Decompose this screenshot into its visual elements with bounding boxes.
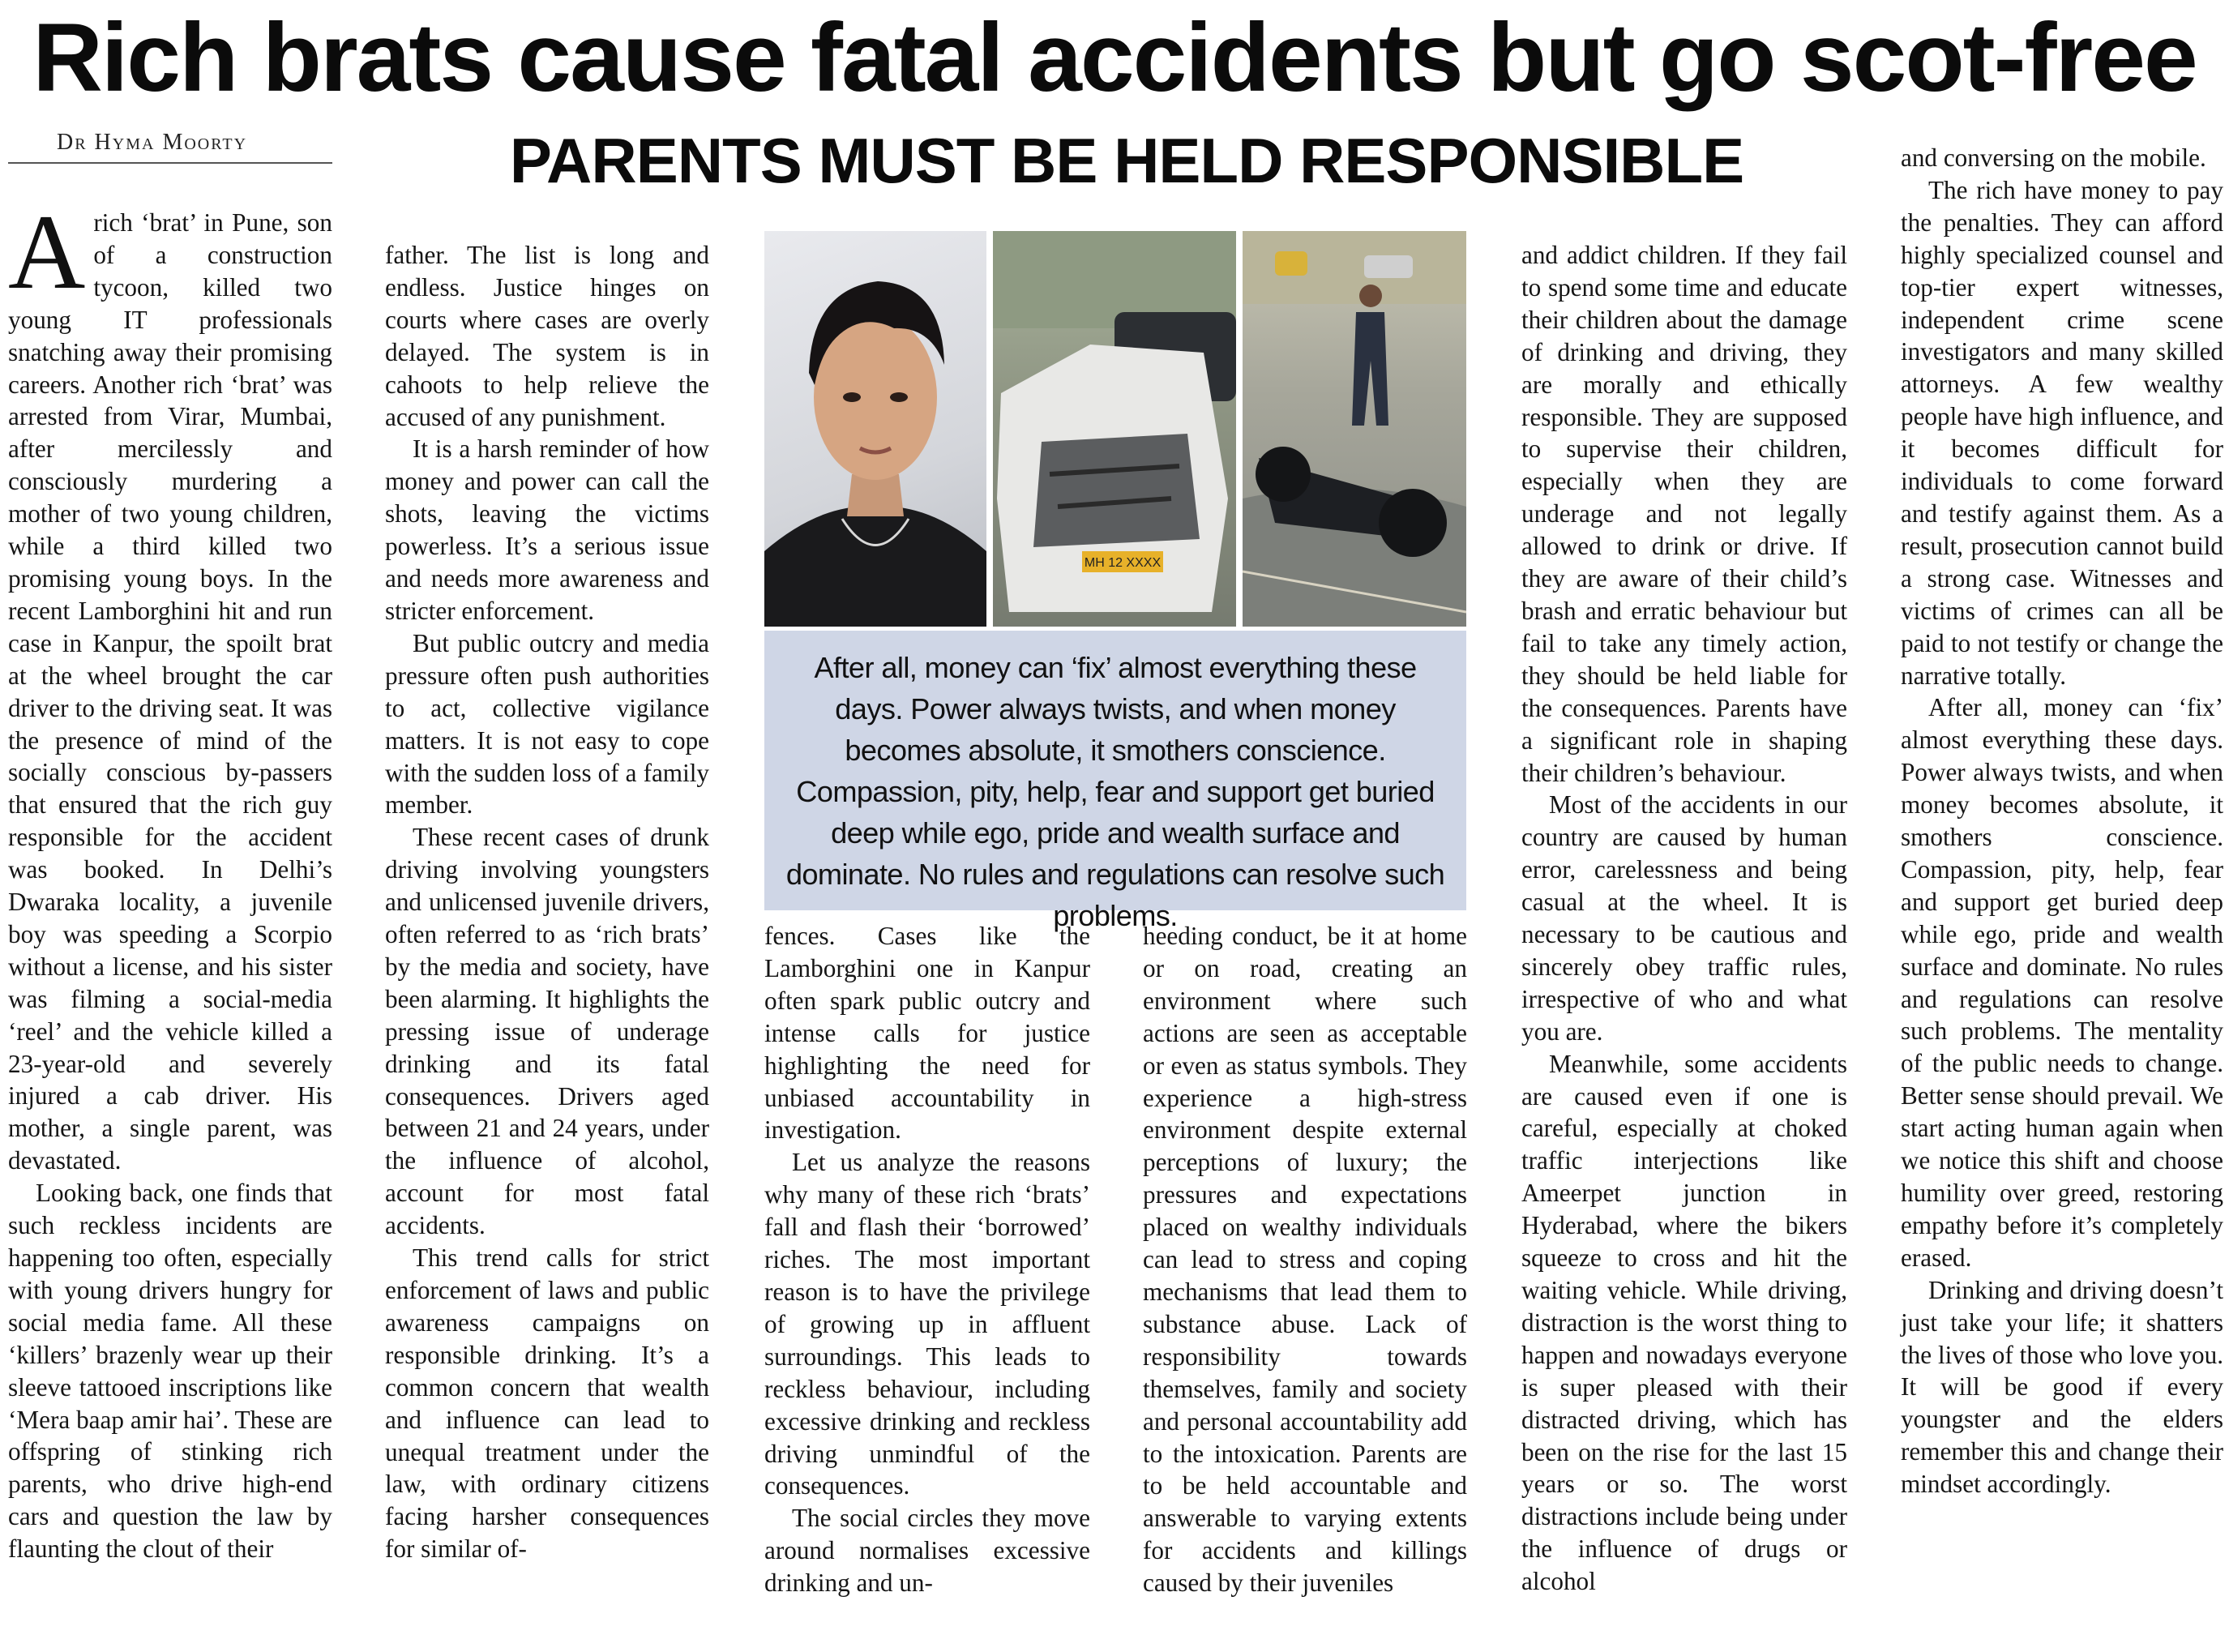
paragraph: The social circles they move around normalises excessive drinking and un- <box>764 1504 1090 1598</box>
paragraph: But public outcry and media pressure often push authorities to act, collective vigilance matters. It is not easy to cope with the sudden loss of a family member. <box>385 628 709 820</box>
paragraph: and conversing on the mobile. <box>1901 143 2206 172</box>
column-2 <box>385 239 709 1565</box>
headline: Rich brats cause fatal accidents but go scot-free <box>32 3 2197 112</box>
paragraph: Meanwhile, some accidents are caused even if one is careful, especially at choked traffic interjections like Ameerpet junction in Hyderabad, where the bikers squeeze to cross and hit the waiting vehicle. While driving, distraction is the worst thing to happen and nowadays everyone is super pleased with their distracted driving, which has been on the rise for the last 15 years or so. The worst distractions include being under the influence of drugs or alcohol <box>1521 1049 1847 1596</box>
paragraph: fences. Cases like the Lamborghini one in Kanpur often spark public outcry and intense calls for justice highlighting the need for unbiased accountability in investigation. <box>764 922 1090 1145</box>
paragraph: Let us analyze the reasons why many of these rich ‘brats’ fall and flash their ‘borrowed’ riches. The most important reason is to have the privilege of growing up in affluent surroundings. This leads to reckless behaviour, including excessive drinking and reckless driving unmindful of the consequences. <box>764 1148 1090 1500</box>
paragraph: heeding conduct, be it at home or on road, creating an environment where such actions are seen as acceptable or even as status symbols. They experience a high-stress environment despite external perceptions of luxury; the pressures and expectations placed on wealthy individuals can lead to stress and coping mechanisms that lead them to substance abuse. Lack of responsibility towards themselves, family and society and personal accountability add to the intoxication. Parents are to be held accountable and answerable to varying extents for accidents and killings caused by their juveniles <box>1143 922 1467 1598</box>
byline: Dr Hyma Moorty <box>8 130 332 164</box>
paragraph: After all, money can ‘fix’ almost everything these days. Power always twists, and when money becomes absolute, it smothers conscience. Compassion, pity, help, fear and support get buried deep while ego, pride and wealth surface and dominate. No rules and regulations can resolve such problems. The mentality of the public needs to change. Better sense should prevail. We start acting human again when we notice this shift and choose humility over greed, restoring empathy before it’s completely erased. <box>1901 693 2223 1272</box>
paragraph: The rich have money to pay the penalties. They can afford highly specialized counsel and top-tier expert witnesses, independent crime scene investigators and many skilled attorneys. A few wealthy people have high influence, and it becomes difficult for individuals to come forward and testify against them. As a result, prosecution cannot build a strong case. Witnesses and victims of crimes can all be paid to not testify or change the narrative totally. <box>1901 175 2223 690</box>
accident-photo-collage <box>764 231 1466 627</box>
paragraph: and addict children. If they fail to spend some time and educate their children about the damage of drinking and driving, they are morally and ethically responsible. They are supposed to supervise their children, especially when they are underage and not legally allowed to drink or drive. If they are aware of their child’s brash and erratic behaviour but fail to take any timely action, they should be held liable for the consequences. Parents have a significant role in shaping their children’s behaviour. <box>1521 241 1847 787</box>
paragraph: Drinking and driving doesn’t just take your life; it shatters the lives of those who love you. It will be good if every youngster and the elders remember this and change their mindset accordingly. <box>1901 1275 2223 1499</box>
motorbike-illustration <box>1243 231 1466 627</box>
paragraph: It is a harsh reminder of how money and power can call the shots, leaving the victims powerless. It’s a serious issue and needs more awareness and stricter enforcement. <box>385 434 709 625</box>
column-6 <box>1901 142 2223 1500</box>
column-4 <box>1143 920 1467 1599</box>
paragraph: Looking back, one finds that such reckless incidents are happening too often, especially with young drivers hungry for social media fame. All these ‘killers’ brazenly wear up their sleeve tattooed inscriptions like ‘Mera baap amir hai’. These are offspring of stinking rich parents, who drive high-end cars and question the law by flaunting the clout of their <box>8 1179 332 1564</box>
paragraph: These recent cases of drunk driving involving youngsters and unlicensed juvenile drivers, often referred to as ‘rich brats’ by the media and society, have been alarming. It highlights the pressing issue of underage drinking and its fatal consequences. Drivers aged between 21 and 24 years, under the influence of alcohol, account for most fatal accidents. <box>385 823 709 1240</box>
drop-cap: A <box>8 192 86 311</box>
portrait-photo <box>764 231 986 627</box>
column-5 <box>1521 239 1847 1598</box>
fallen-motorbike-photo <box>1243 231 1466 627</box>
subhead: PARENTS MUST BE HELD RESPONSIBLE <box>509 125 1744 196</box>
portrait-illustration <box>764 231 986 627</box>
number-plate: MH 12 XXXX <box>1084 556 1162 570</box>
wrecked-car-illustration <box>993 231 1236 627</box>
paragraph: father. The list is long and endless. Justice hinges on courts where cases are overly delayed. The system is in cahoots to help relieve the accused of any punishment. <box>385 241 709 431</box>
paragraph: This trend calls for strict enforcement of laws and public awareness campaigns on responsible drinking. It’s a common concern that wealth and influence can lead to unequal treatment under the law, with ordinary citizens facing harsher consequences for similar of- <box>385 1243 709 1564</box>
column-1 <box>8 192 332 1565</box>
pull-quote: After all, money can ‘fix’ almost everything these days. Power always twists, and when money becomes absolute, it smothers conscience. Compassion, pity, help, fear and support get buried deep while ego, pride and wealth surface and dominate. No rules and regulations can resolve such problems. <box>764 631 1466 910</box>
column-3 <box>764 920 1090 1599</box>
paragraph: Arich ‘brat’ in Pune, son of a construction tycoon, killed two young IT professionals snatching away their promising careers. Another rich ‘brat’ was arrested from Virar, Mumbai, after mercilessly and consciously murdering a mother of two young children, while a third killed two promising young boys. In the recent Lamborghini hit and run case in Kanpur, the spoilt brat at the wheel brought the car driver to the driving seat. It was the presence of mind of the socially conscious by-passers that ensured that the rich guy responsible for the accident was booked. In Delhi’s Dwaraka locality, a juvenile boy was speeding a Scorpio without a license, and his sister was filming a social-media ‘reel’ and the vehicle killed a 23-year-old and severely injured a cab driver. His mother, a single parent, was devastated. <box>8 192 332 1175</box>
paragraph: Most of the accidents in our country are caused by human error, carelessness and being casual at the wheel. It is necessary to be cautious and sincerely obey traffic rules, irrespective of who and what you are. <box>1521 790 1847 1046</box>
wrecked-car-photo <box>993 231 1236 627</box>
